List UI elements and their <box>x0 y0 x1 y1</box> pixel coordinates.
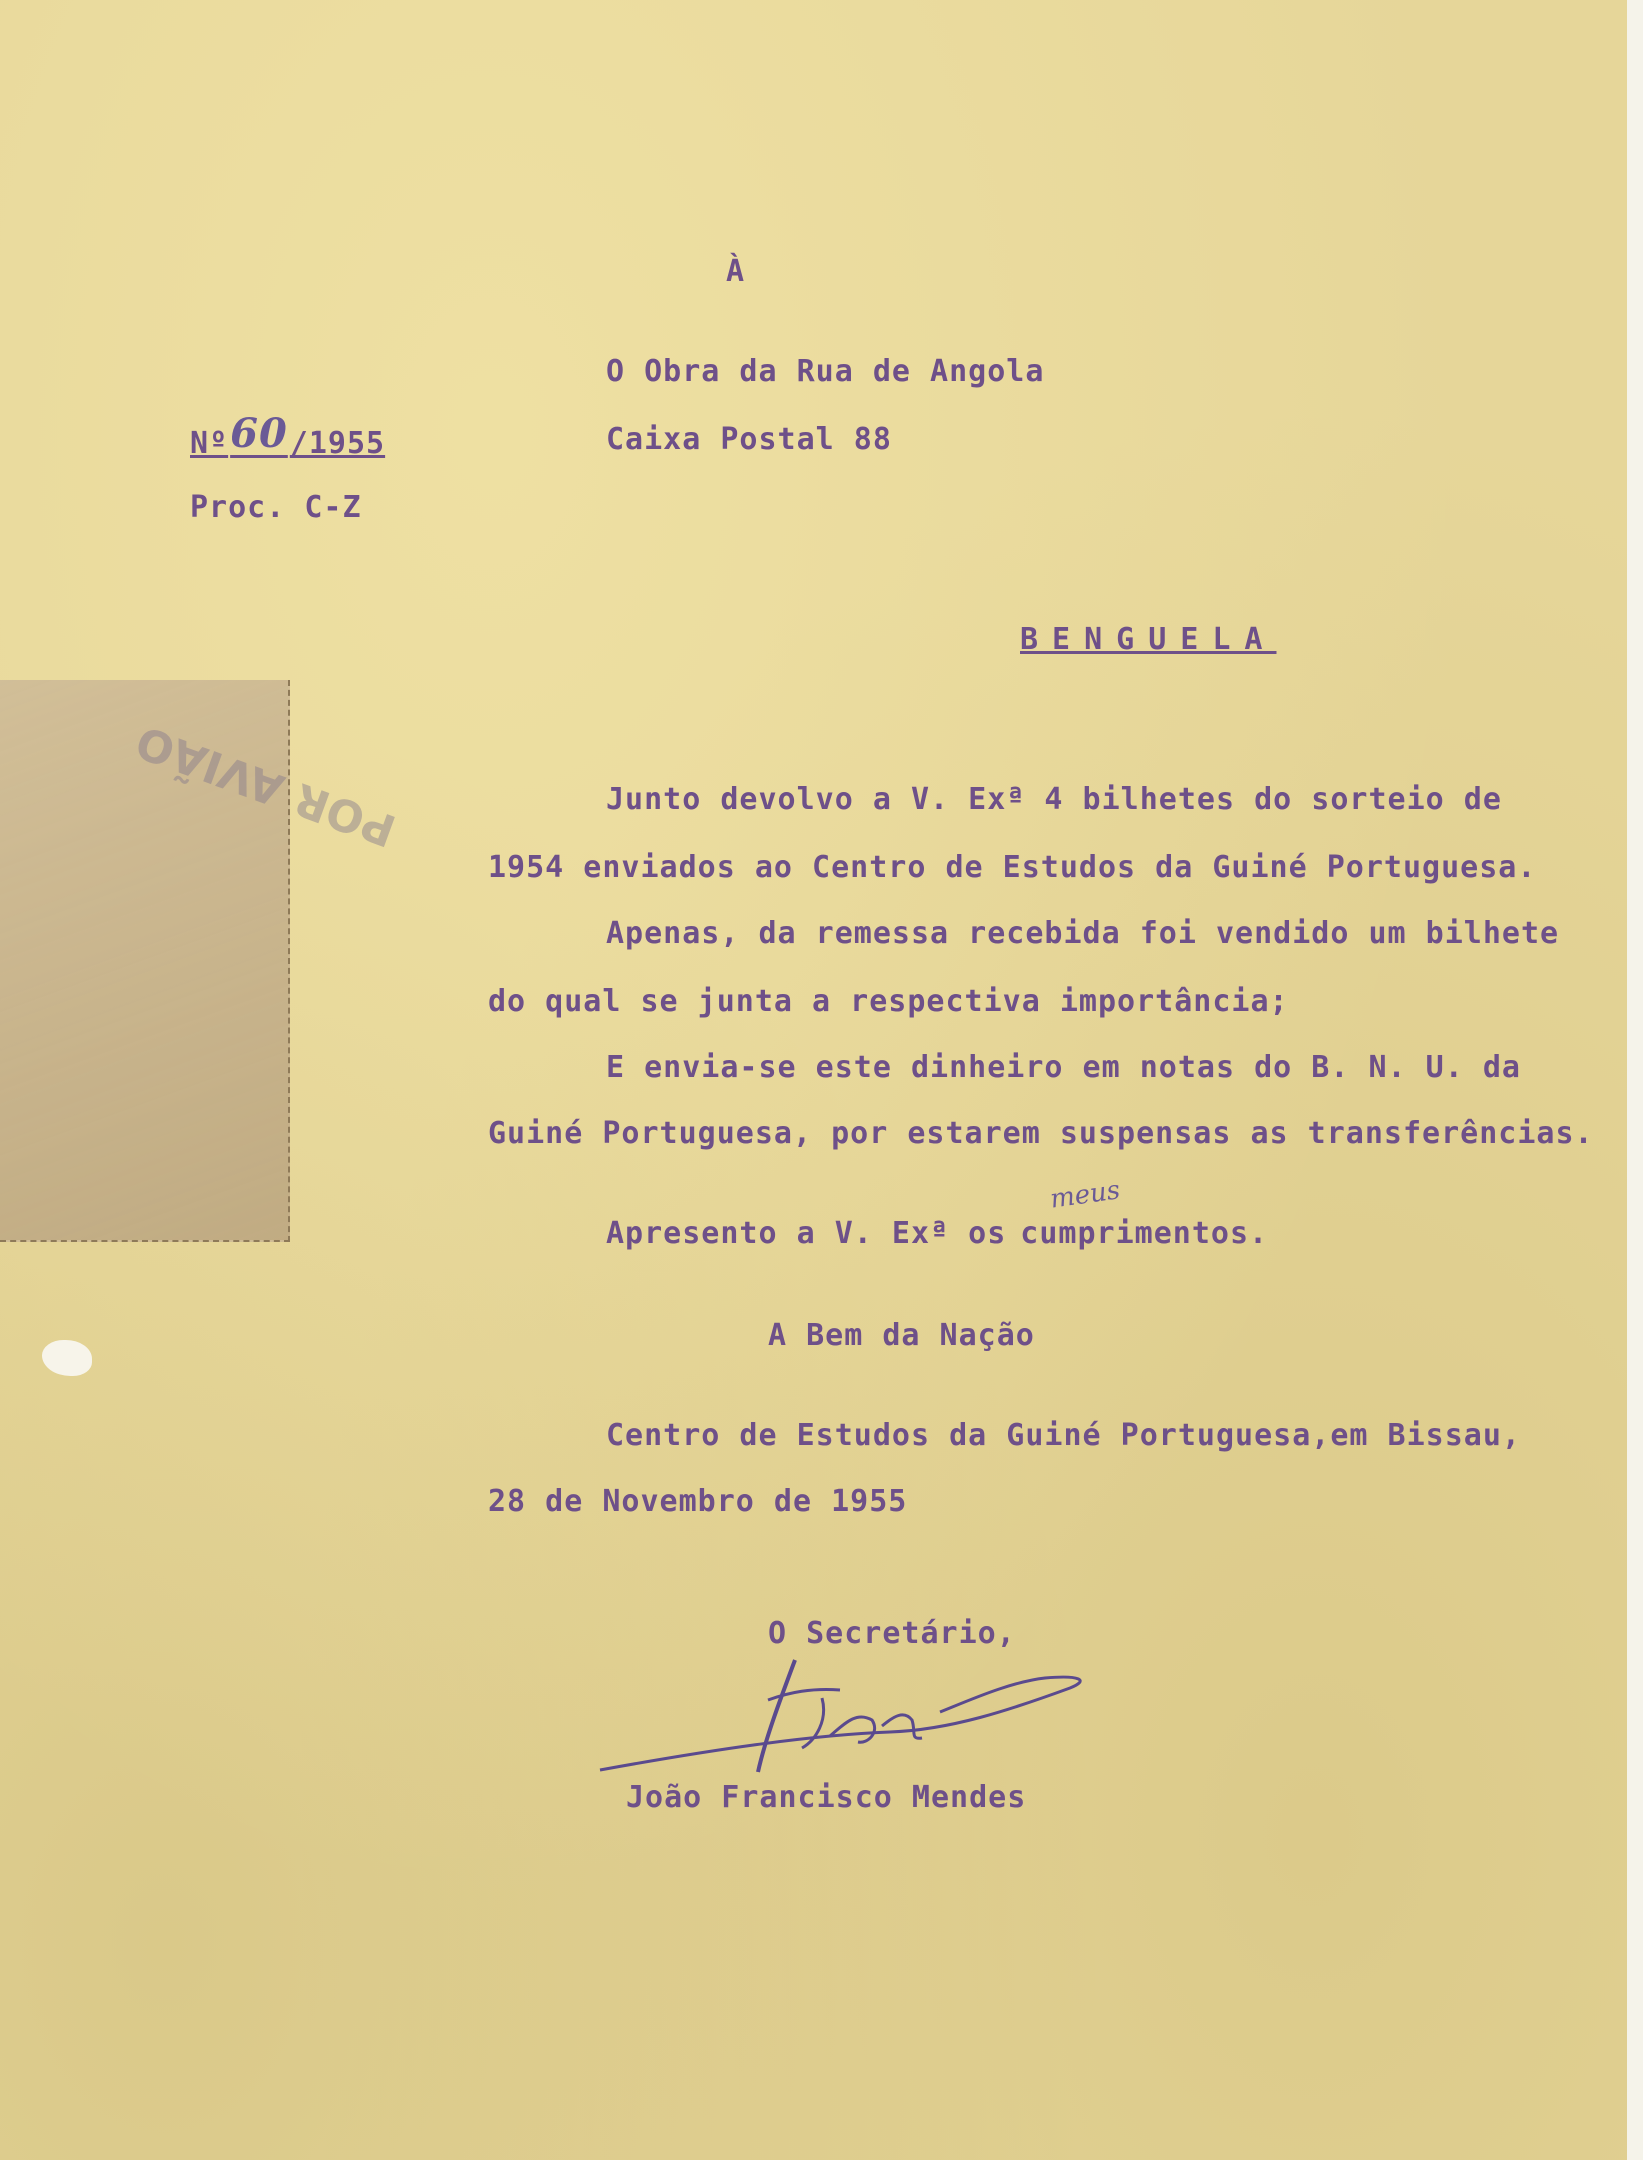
body-line-6: Guiné Portuguesa, por estarem suspensas as transferências. <box>488 1116 1594 1151</box>
paper-tear <box>42 1340 92 1376</box>
closing-line <box>606 1216 1268 1252</box>
date-line: 28 de Novembro de 1955 <box>488 1484 908 1519</box>
reference-prefix: Nº <box>190 426 229 461</box>
process-code: Proc. C-Z <box>190 490 362 525</box>
signatory-name: João Francisco Mendes <box>626 1780 1027 1815</box>
body-line-4: do qual se junta a respectiva importância; <box>488 984 1289 1019</box>
body-line-3: Apenas, da remessa recebida foi vendido um bilhete <box>606 916 1560 951</box>
motto: A Bem da Nação <box>768 1318 1035 1353</box>
recipient-line-2: Caixa Postal 88 <box>606 422 892 457</box>
signature <box>590 1640 1110 1790</box>
stub-stamp-text: POR AVIÃO <box>129 715 403 856</box>
secretary-role: O Secretário, <box>768 1616 1016 1651</box>
closing-handwritten-insert: meus <box>1048 1175 1122 1215</box>
place-line: Centro de Estudos da Guiné Portuguesa,em Bissau, <box>606 1418 1521 1453</box>
body-line-5: E envia-se este dinheiro em notas do B. N. U. da <box>606 1050 1521 1085</box>
city-heading: BENGUELA <box>1020 622 1277 657</box>
closing-end: cumprimentos. <box>1020 1216 1269 1251</box>
reference-year: /1955 <box>289 426 386 461</box>
recipient-line-1: O Obra da Rua de Angola <box>606 354 1045 389</box>
body-line-2: 1954 enviados ao Centro de Estudos da Guiné Portuguesa. <box>488 850 1537 885</box>
reference-handwritten-number: 60 <box>230 410 288 457</box>
salutation: À <box>726 254 746 289</box>
reference-number <box>190 410 386 462</box>
paper-edge <box>1627 0 1643 2160</box>
closing-start: Apresento a V. Exª os <box>606 1216 1007 1251</box>
body-line-1: Junto devolvo a V. Exª 4 bilhetes do sorteio de <box>606 782 1502 817</box>
